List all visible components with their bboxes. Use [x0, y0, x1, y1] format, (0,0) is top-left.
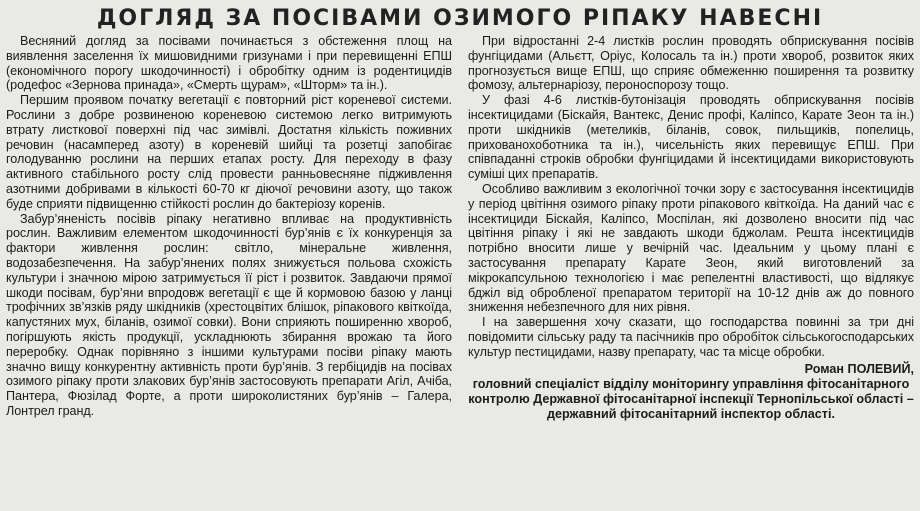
author-name: Роман ПОЛЕВИЙ, — [804, 361, 914, 376]
left-column — [6, 34, 452, 422]
paragraph: Забур’яненість посівів ріпаку негативно впливає на продуктивність рослин. Важливим елементом шкодочинності бур’янів є їх конкуренція за фактори живлення рослин: світло, мінеральне живлення, водозабезпечення. На забур’янених полях знижується польова схожість культури і значною мірою затримується її ріст і розвиток. Завдаючи прямої шкоди посівам, бур’яни впродовж вегетації є ще й кормовою базою у ланці трофічних зв’язків ряду шкідників (хрестоцвітих блішок, ріпакового квіткоїда, капустяних мух, біланів, озимої совки). Вони сприяють поширенню хвороб, погіршують якість продукції, ускладнюють збирання врожаю та його переробку. Однак порівняно з іншими культурами посіви ріпаку мають значно вищу конкурентну активність проти бур’янів. З гербіцидів на посівах озимого ріпаку проти злакових бур’янів застосовують препарати Агіл, Ачіба, Пантера, Фюзілад Форте, а проти широколистяних бур’янів – Галера, Лонтрел гранд. — [6, 211, 452, 418]
article-body — [6, 34, 914, 422]
paragraph: І на завершення хочу сказати, що господарства повинні за три дні повідомити сільську раду та пасічників про обробіток сільськогосподарських культур пестицидами, назву препарату, час та місце обробки. — [468, 315, 914, 359]
article-headline: ДОГЛЯД ЗА ПОСІВАМИ ОЗИМОГО РІПАКУ НАВЕСНІ — [96, 6, 824, 31]
author-position: головний спеціаліст відділу моніторингу управління фітосанітарного контролю Державної фітосанітарної інспекції Тернопільської області – державний фітосанітарний інспектор області. — [468, 376, 914, 421]
right-column — [468, 34, 914, 422]
paragraph: Першим проявом початку вегетації є повторний ріст кореневої системи. Рослини з добре розвиненою кореневою системою легко витримують втрату листкової поверхні під час зимівлі. Достатня кількість поживних речовин (насамперед азоту) в кореневій шийці та розетці запобігає голодуванню рослини на перших етапах росту. Для переходу в фазу активного стабільного росту слід провести ранньовесняне підживлення азотними добривами в кількості 60-70 кг діючої речовини азоту, що також буде сприяти підвищенню стійкості рослин до бактеріозу коренів. — [6, 93, 452, 211]
author-signature — [468, 362, 914, 422]
paragraph: Особливо важливим з екологічної точки зору є застосування інсектицидів у період цвітіння озимого ріпаку проти ріпакового квіткоїда. На даний час є інсектициди Біскайя, Каліпсо, Моспілан, які дозволено вносити під час цвітіння ріпаку і які не завдають шкоди бджолам. Решта інсектицидів потрібно вносити лише у вечірній час. Ідеальним у цьому плані є застосування препарату Карате Зеон, який виготовлений за мікрокапсульною технологією і має репелентні властивості, що відлякує бджіл від обробленої препаратом території на 10-12 днів аж до повного зниження небезпечного для них рівня. — [468, 181, 914, 315]
paragraph: При відростанні 2-4 листків рослин проводять обприскування посівів фунгіцидами (Альєтт, Оріус, Колосаль та ін.) проти хвороб, розвиток яких прогнозується вище ЕПШ, що сприяє обмеженню поширення та розвитку фомозу, альтернаріозу, пероноспорозу тощо. — [468, 34, 914, 93]
paragraph: Весняний догляд за посівами починається з обстеження площ на виявлення заселення їх мишовидними гризунами і при перевищенні ЕПШ (економічного порогу шкодочинності) і обробітку одним із родентицидів (родефос «Зернова принада», «Смерть щурам», «Шторм» та ін.). — [6, 34, 452, 93]
paragraph: У фазі 4-6 листків-бутонізація проводять обприскування посівів інсектицидами (Біскайя, Вантекс, Денис профі, Каліпсо, Карате Зеон та ін.) проти шкідників (метеликів, біланів, совок, пильщиків, попелиць, прихованохоботника та ін.), чисельність яких перевищує ЕПШ. При співпаданні строків обробки фунгіцидами й інсектицидами використовують суміші цих препаратів. — [468, 93, 914, 182]
